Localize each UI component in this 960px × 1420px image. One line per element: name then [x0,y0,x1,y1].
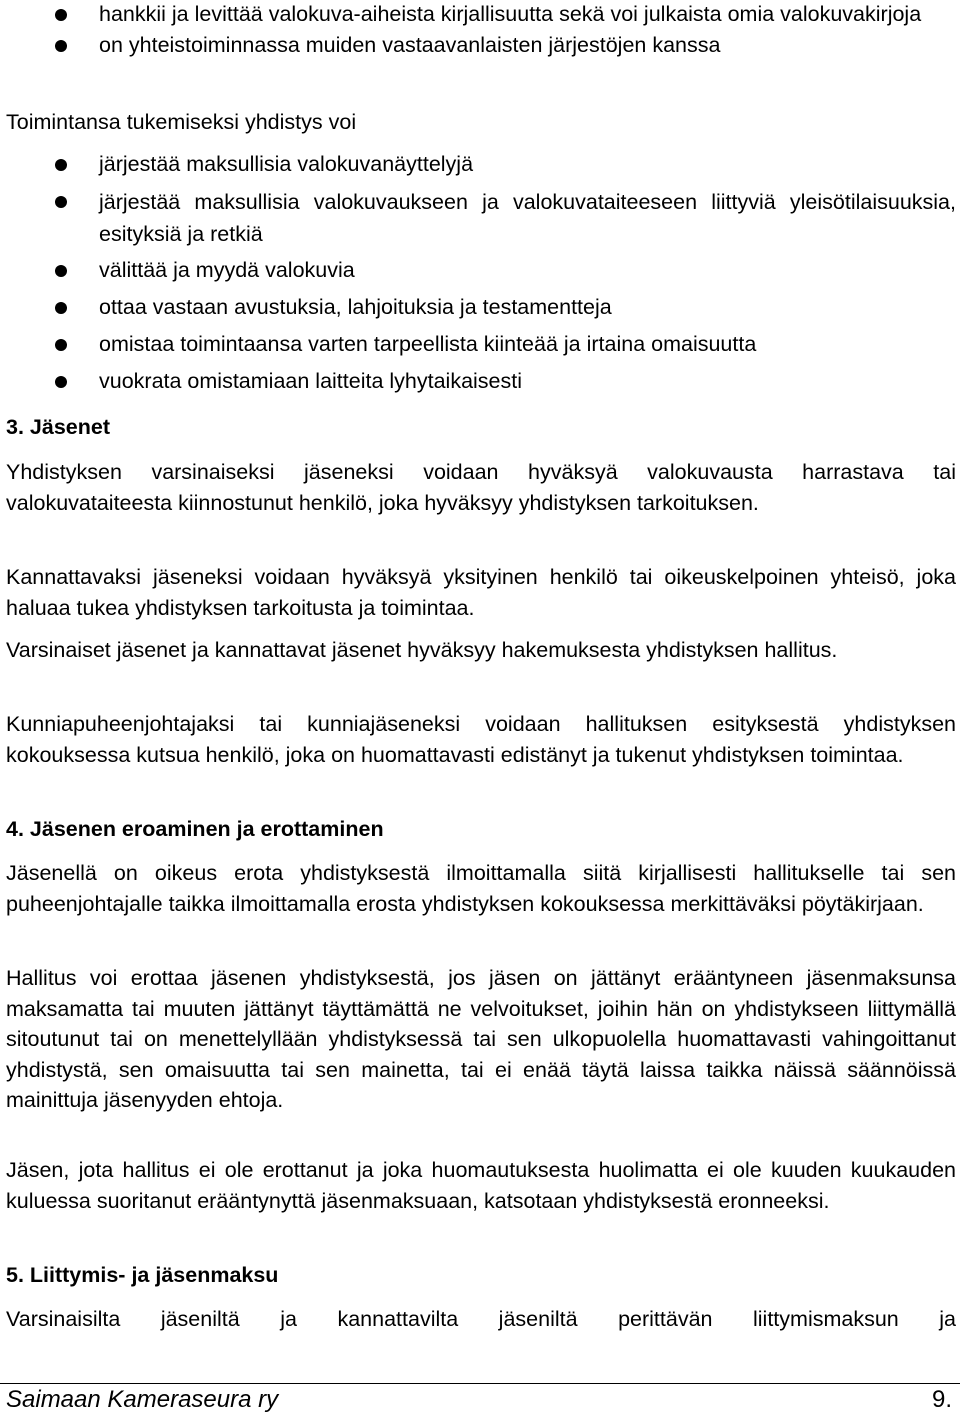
paragraph: Kannattavaksi jäseneksi voidaan hyväksyä yksityinen henkilö tai oikeuskelpoinen yhteisö, joka haluaa tukea yhdistyksen tarkoitusta ja toimintaa. [6,565,956,620]
list-item: järjestää maksullisia valokuvanäyttelyjä [0,149,960,180]
list-item: omistaa toimintaansa varten tarpeellista kiinteää ja irtaina omaisuutta [0,329,960,360]
section-heading: 4. Jäsenen eroaminen ja erottaminen [6,817,384,841]
bullet-icon [55,302,67,314]
list-item: välittää ja myydä valokuvia [0,255,960,286]
paragraph: Jäsenellä on oikeus erota yhdistyksestä ilmoittamalla siitä kirjallisesti hallitukselle tai sen puheenjohtajalle taikka ilmoittamalla erosta yhdistyksen kokouksessa merkittäväksi pöytäkirjaan. [6,861,956,916]
bullet-icon [55,40,67,52]
bullet-icon [55,196,67,208]
paragraph: Varsinaisilta jäseniltä ja kannattavilta jäseniltä perittävän liittymismaksun ja [6,1307,956,1331]
bullet-icon [55,339,67,351]
bullet-icon [55,265,67,277]
activity-list [0,0,960,61]
list-item: ottaa vastaan avustuksia, lahjoituksia ja testamentteja [0,292,960,323]
support-intro: Toimintansa tukemiseksi yhdistys voi [6,110,357,134]
section-heading: 3. Jäsenet [6,415,110,439]
paragraph: Varsinaiset jäsenet ja kannattavat jäsenet hyväksyy hakemuksesta yhdistyksen hallitus. [6,638,838,662]
list-item: on yhteistoiminnassa muiden vastaavanlaisten järjestöjen kanssa [0,30,960,61]
footer-divider [0,1383,960,1384]
bullet-icon [55,376,67,388]
footer-organization: Saimaan Kameraseura ry [6,1386,279,1413]
page-number: 9. [931,1386,952,1413]
paragraph: Jäsen, jota hallitus ei ole erottanut ja joka huomautuksesta huolimatta ei ole kuuden kuukauden kuluessa suoritanut erääntynyttä jäsenmaksuaan, katsotaan yhdistyksestä eronneeksi. [6,1158,956,1213]
list-item: järjestää maksullisia valokuvaukseen ja valokuvataiteeseen liittyviä yleisötilaisuuksia, esityksiä ja retkiä [0,186,960,250]
section-heading: 5. Liittymis- ja jäsenmaksu [6,1263,279,1287]
support-list [0,149,960,397]
paragraph: Hallitus voi erottaa jäsenen yhdistyksestä, jos jäsen on jättänyt erääntyneen jäsenmaksunsa maksamatta tai muuten jättänyt täyttämättä ne velvoitukset, joihin hän on yhdistykseen liittymällä sitoutunut tai on menettelyllään yhdistyksessä tai sen ulkopuolella huomattavasti vahingoittanut yhdistystä, sen omaisuutta tai sen mainetta, tai ei enää täytä laissa taikka näissä säännöissä mainittuja jäsenyyden ehtoja. [6,966,956,1112]
paragraph: Yhdistyksen varsinaiseksi jäseneksi voidaan hyväksyä valokuvausta harrastava tai valokuvataiteesta kiinnostunut henkilö, joka hyväksyy yhdistyksen tarkoituksen. [6,460,956,515]
list-item: vuokrata omistamiaan laitteita lyhytaikaisesti [0,366,960,397]
bullet-icon [55,9,67,21]
list-item: hankkii ja levittää valokuva-aiheista kirjallisuutta sekä voi julkaista omia valokuvakirjoja [0,0,960,30]
paragraph: Kunniapuheenjohtajaksi tai kunniajäseneksi voidaan hallituksen esityksestä yhdistyksen kokouksessa kutsua henkilö, joka on huomattavasti edistänyt ja tukenut yhdistyksen toimintaa. [6,712,956,767]
bullet-icon [55,159,67,171]
